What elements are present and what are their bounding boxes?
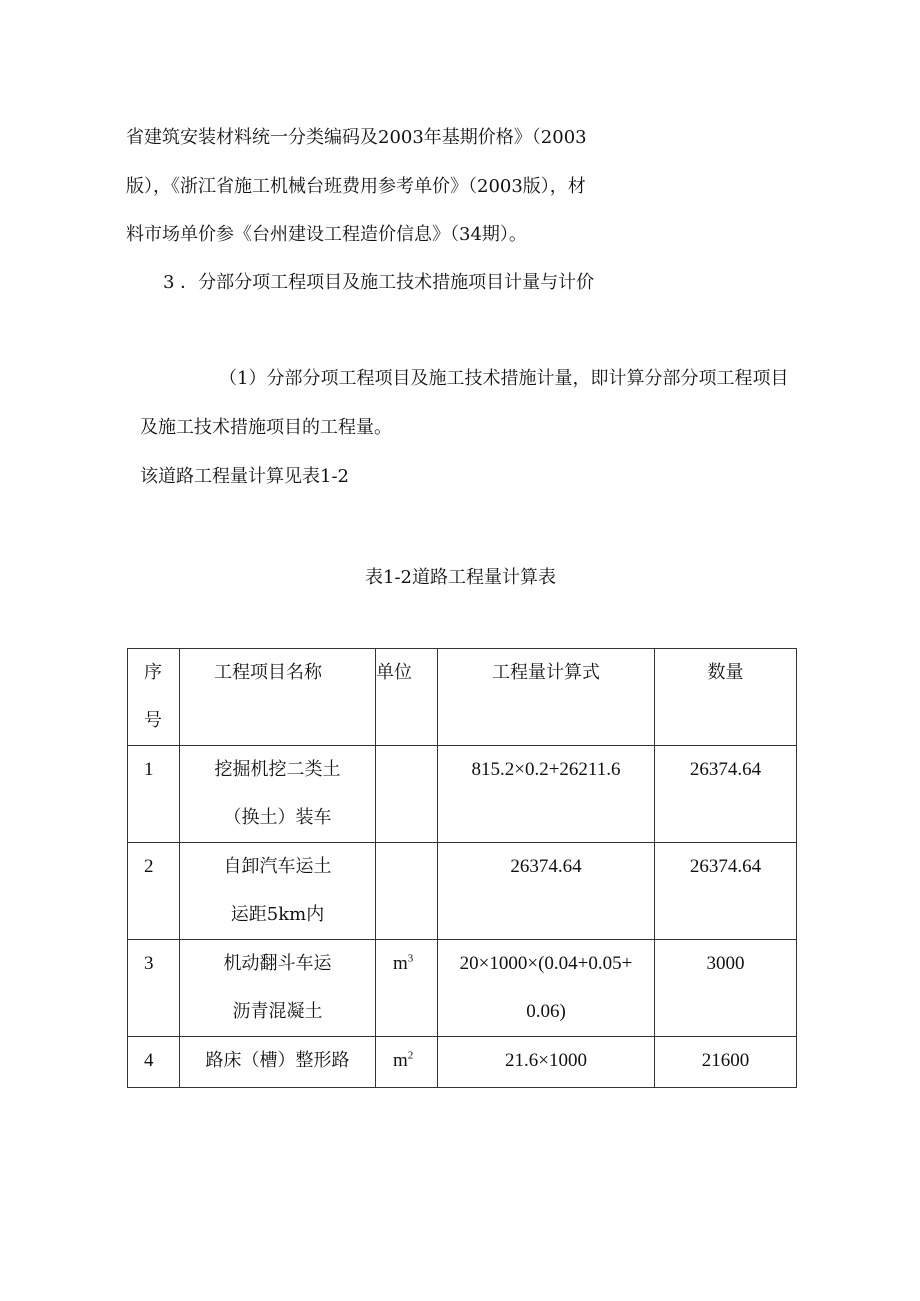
header-name [180, 649, 376, 746]
table-row [128, 1037, 797, 1088]
table-caption: 表1-2道路工程量计算表 [365, 567, 556, 588]
cell-formula [438, 1037, 655, 1088]
header-seq-line: 序 [144, 662, 162, 683]
cell-formula-line: 21.6×1000 [505, 1050, 587, 1071]
cell-name-line: （换土）装车 [223, 807, 332, 828]
table-row [128, 843, 797, 940]
cell-quantity-text: 21600 [701, 1050, 750, 1071]
paragraph-line: （1）分部分项工程项目及施工技术措施计量，即计算分部分项工程项目 [219, 368, 789, 389]
section-heading: 3 ．分部分项工程项目及施工技术措施项目计量与计价 [163, 272, 595, 293]
cell-unit [376, 1037, 438, 1088]
unit-base: m [393, 953, 408, 974]
cell-name-line: 挖掘机挖二类土 [214, 759, 341, 780]
header-unit-text: 单位 [376, 662, 412, 683]
header-seq [128, 649, 180, 746]
cell-quantity-text: 26374.64 [689, 759, 762, 780]
paragraph-line: 及施工技术措施项目的工程量。 [140, 417, 392, 438]
table-row [128, 746, 797, 843]
cell-name-line: 沥青混凝土 [232, 1001, 323, 1022]
cell-formula-line: 26374.64 [510, 856, 582, 877]
paragraph-line: 省建筑安装材料统一分类编码及2003年基期价格》（2003 [126, 127, 587, 148]
quantity-calculation-table [127, 648, 797, 1088]
cell-seq-text: 4 [144, 1050, 154, 1071]
table-header-row [128, 649, 797, 746]
header-formula-text: 工程量计算式 [492, 662, 600, 683]
cell-seq [128, 1037, 180, 1088]
cell-unit-text [376, 1037, 437, 1085]
cell-unit-text [376, 940, 437, 988]
header-formula [438, 649, 655, 746]
table-row [128, 940, 797, 1037]
cell-seq [128, 843, 180, 940]
cell-quantity [655, 746, 797, 843]
cell-formula [438, 746, 655, 843]
paragraph-line: 版），《浙江省施工机械台班费用参考单价》（2003版），材 [126, 176, 586, 197]
cell-seq-text: 3 [144, 953, 154, 974]
cell-name [180, 940, 376, 1037]
header-quantity [655, 649, 797, 746]
cell-name [180, 843, 376, 940]
paragraph-line: 该道路工程量计算见表1-2 [140, 466, 349, 487]
cell-quantity [655, 1037, 797, 1088]
cell-name [180, 746, 376, 843]
cell-quantity [655, 940, 797, 1037]
cell-unit [376, 746, 438, 843]
cell-quantity-text: 3000 [706, 953, 745, 974]
cell-seq [128, 940, 180, 1037]
cell-seq [128, 746, 180, 843]
unit-base: m [393, 1050, 408, 1071]
cell-name-line: 自卸汽车运土 [223, 856, 332, 877]
cell-unit [376, 843, 438, 940]
cell-name-line: 路床（槽）整形路 [205, 1050, 350, 1071]
cell-name [180, 1037, 376, 1088]
cell-quantity [655, 843, 797, 940]
cell-seq-text: 1 [144, 759, 154, 780]
header-unit [376, 649, 438, 746]
cell-unit [376, 940, 438, 1037]
cell-name-line: 机动翻斗车运 [223, 953, 332, 974]
cell-unit-text [376, 746, 437, 794]
header-quantity-text: 数量 [707, 662, 744, 683]
unit-exponent: 3 [407, 952, 414, 965]
paragraph-line: 料市场单价参《台州建设工程造价信息》（34期）。 [126, 224, 527, 245]
cell-quantity-text: 26374.64 [689, 856, 762, 877]
unit-exponent: 2 [407, 1049, 414, 1062]
cell-name-line: 运距5km内 [230, 904, 325, 925]
cell-formula-line: 20×1000×(0.04+0.05+ [459, 953, 633, 974]
header-seq-line: 号 [144, 710, 162, 731]
cell-formula-line: 815.2×0.2+26211.6 [471, 759, 621, 780]
cell-unit-text [376, 843, 437, 891]
cell-formula-line: 0.06) [526, 1001, 566, 1022]
cell-seq-text: 2 [144, 856, 154, 877]
cell-formula [438, 940, 655, 1037]
cell-formula [438, 843, 655, 940]
header-name-text: 工程项目名称 [214, 662, 322, 683]
